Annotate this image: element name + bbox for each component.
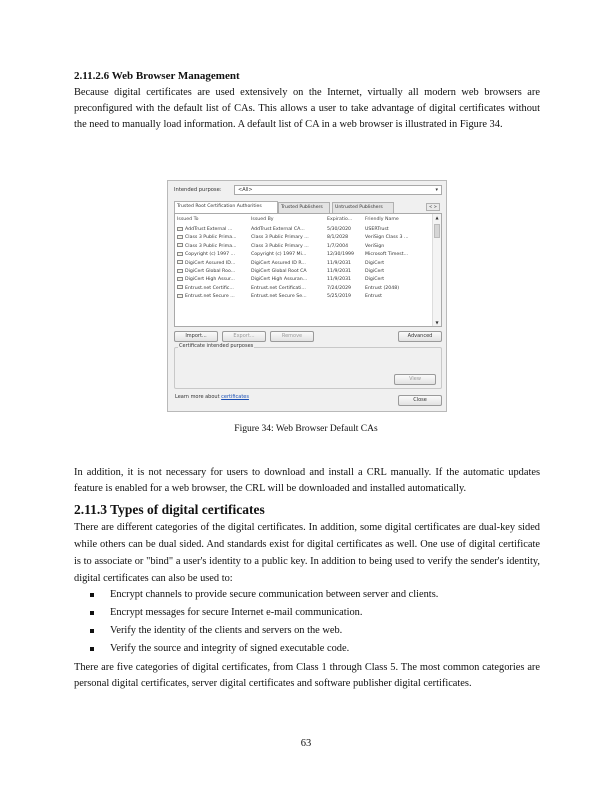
close-button[interactable]: Close	[398, 395, 442, 406]
types-heading: 2.11.3 Types of digital certificates	[74, 502, 265, 517]
table-cell: Entrust.net Certificati...	[251, 285, 306, 291]
intended-purpose-label: Intended purpose:	[174, 187, 222, 193]
figure-caption: Figure 34: Web Browser Default CAs	[234, 424, 378, 434]
table-cell: VeriSign Class 3 ...	[365, 235, 409, 241]
certificate-icon	[177, 252, 183, 256]
column-issued-to[interactable]: Issued To	[177, 217, 199, 222]
bullet-icon	[90, 629, 94, 633]
table-cell: Entrust (2048)	[365, 285, 400, 291]
export-button[interactable]: Export...	[222, 331, 266, 342]
certificate-list[interactable]	[174, 213, 442, 327]
table-cell: Class 3 Public Prima...	[175, 243, 249, 251]
tab-trusted-root[interactable]: Trusted Root Certification Authorities	[174, 201, 278, 213]
vertical-scrollbar[interactable]	[432, 214, 441, 326]
table-cell: Entrust	[365, 294, 382, 300]
scroll-down-icon[interactable]: ▼	[435, 320, 439, 325]
column-issued-by[interactable]: Issued By	[251, 217, 274, 222]
crl-paragraph: In addition, it is not necessary for users to download and install a CRL manually. If the automatic updates feature is enabled for a web browser, the CRL will be downloaded and installed automatically.	[74, 467, 540, 494]
tab-untrusted-publishers[interactable]: Untrusted Publishers	[332, 202, 394, 213]
chevron-down-icon: ▾	[435, 187, 438, 193]
bullet-icon	[90, 611, 94, 615]
table-cell: Entrust.net Certific...	[175, 285, 249, 293]
table-row[interactable]	[175, 226, 430, 234]
table-cell: 1/7/2004	[327, 243, 349, 249]
table-cell: DigiCert Assured ID...	[175, 260, 249, 268]
table-row[interactable]	[175, 251, 430, 259]
certificate-table-header	[175, 214, 430, 226]
table-cell: Entrust.net Secure Se...	[251, 294, 307, 300]
table-cell: DigiCert	[365, 277, 385, 283]
intro-paragraph: Because digital certificates are used extensively on the Internet, virtually all modern web browsers are preconfigured with the default list of CAs. This allows a user to take advantage of digital certificates without the need to manually load information. A default list of CA in a web browser is illustrated in Figure 34.	[74, 87, 540, 130]
table-cell: DigiCert High Assuran...	[251, 277, 308, 283]
table-cell: 12/30/1999	[327, 252, 355, 258]
table-cell: DigiCert High Assur...	[175, 276, 249, 284]
certificate-icon	[177, 269, 183, 273]
table-cell: 5/30/2020	[327, 227, 352, 232]
list-item: Encrypt messages for secure Internet e-mail communication.	[88, 604, 548, 622]
table-cell: 5/25/2019	[327, 294, 352, 300]
table-cell: DigiCert Global Roo...	[175, 268, 249, 276]
table-cell: 11/9/2031	[327, 260, 352, 266]
view-button[interactable]: View	[394, 374, 436, 385]
table-cell: DigiCert Assured ID R...	[251, 260, 306, 266]
page-number: 63	[300, 738, 312, 749]
learn-more-text: Learn more about certificates	[175, 394, 249, 400]
certificate-icon	[177, 243, 183, 247]
bullet-icon	[90, 593, 94, 597]
list-item: Verify the identity of the clients and servers on the web.	[88, 622, 548, 640]
certificate-table	[175, 214, 430, 302]
certificates-link[interactable]: certificates	[221, 394, 249, 400]
scrollbar-thumb[interactable]	[434, 224, 440, 238]
section-heading: 2.11.2.6 Web Browser Management	[74, 70, 240, 82]
table-cell: Copyright (c) 1997 ...	[175, 251, 249, 259]
scroll-up-icon[interactable]: ▲	[435, 215, 439, 220]
advanced-button[interactable]: Advanced	[398, 331, 442, 342]
tab-scroll-arrows[interactable]: < >	[426, 203, 440, 211]
column-friendly-name[interactable]: Friendly Name	[365, 217, 399, 222]
table-cell: DigiCert	[365, 260, 385, 266]
table-cell: AddTrust External CA...	[251, 227, 305, 232]
table-cell: Class 3 Public Prima...	[175, 234, 249, 242]
intended-purpose-value: <All>	[238, 187, 253, 193]
table-cell: 11/9/2031	[327, 277, 352, 283]
table-cell: VeriSign	[365, 243, 385, 249]
table-cell: Entrust.net Secure ...	[175, 293, 249, 301]
table-row[interactable]	[175, 234, 430, 242]
table-row[interactable]	[175, 260, 430, 268]
table-cell: 11/9/2031	[327, 269, 352, 275]
certificate-icon	[177, 227, 183, 231]
import-button[interactable]: Import...	[174, 331, 218, 342]
table-cell: 8/1/2028	[327, 235, 349, 241]
certificate-icon	[177, 277, 183, 281]
tab-trusted-publishers[interactable]: Trusted Publishers	[278, 202, 330, 213]
table-row[interactable]	[175, 285, 430, 293]
table-cell: Class 3 Public Primary ...	[251, 235, 309, 241]
certificates-dialog-screenshot	[167, 180, 447, 412]
intended-purpose-select[interactable]	[234, 185, 442, 195]
certificate-icon	[177, 285, 183, 289]
types-paragraph: There are different categories of the digital certificates. In addition, some digital certificates are dual-key sided while others can be dual sided. And standards exist for digital certificates as well. One use of digital certificate is to associate or "bind" a user's identity to a public key. In addition to being used to verify the sender's identity, digital certificates can also be used to:	[74, 522, 540, 584]
table-cell: Microsoft Timest...	[365, 252, 409, 258]
table-row[interactable]	[175, 268, 430, 276]
table-cell: Copyright (c) 1997 Mi...	[251, 252, 307, 258]
table-row[interactable]	[175, 276, 430, 284]
table-cell: 7/24/2029	[327, 285, 352, 291]
certificate-icon	[177, 235, 183, 239]
table-row[interactable]	[175, 243, 430, 251]
certificate-uses-list	[88, 586, 548, 658]
intended-purposes-label: Certificate intended purposes	[179, 343, 254, 349]
certificate-icon	[177, 260, 183, 264]
table-row[interactable]	[175, 293, 430, 301]
classes-paragraph: There are five categories of digital certificates, from Class 1 through Class 5. The most common categories are personal digital certificates, server digital certificates and software publisher digital certificates.	[74, 662, 540, 689]
column-expiration[interactable]: Expiratio...	[327, 217, 353, 222]
table-cell: AddTrust External ...	[175, 226, 249, 234]
table-cell: DigiCert Global Root CA	[251, 269, 307, 275]
bullet-icon	[90, 647, 94, 651]
list-item: Encrypt channels to provide secure communication between server and clients.	[88, 586, 548, 604]
certificate-icon	[177, 294, 183, 298]
table-cell: USERTrust	[365, 227, 389, 232]
remove-button[interactable]: Remove	[270, 331, 314, 342]
table-cell: DigiCert	[365, 269, 385, 275]
table-cell: Class 3 Public Primary ...	[251, 243, 309, 249]
list-item: Verify the source and integrity of signed executable code.	[88, 640, 548, 658]
